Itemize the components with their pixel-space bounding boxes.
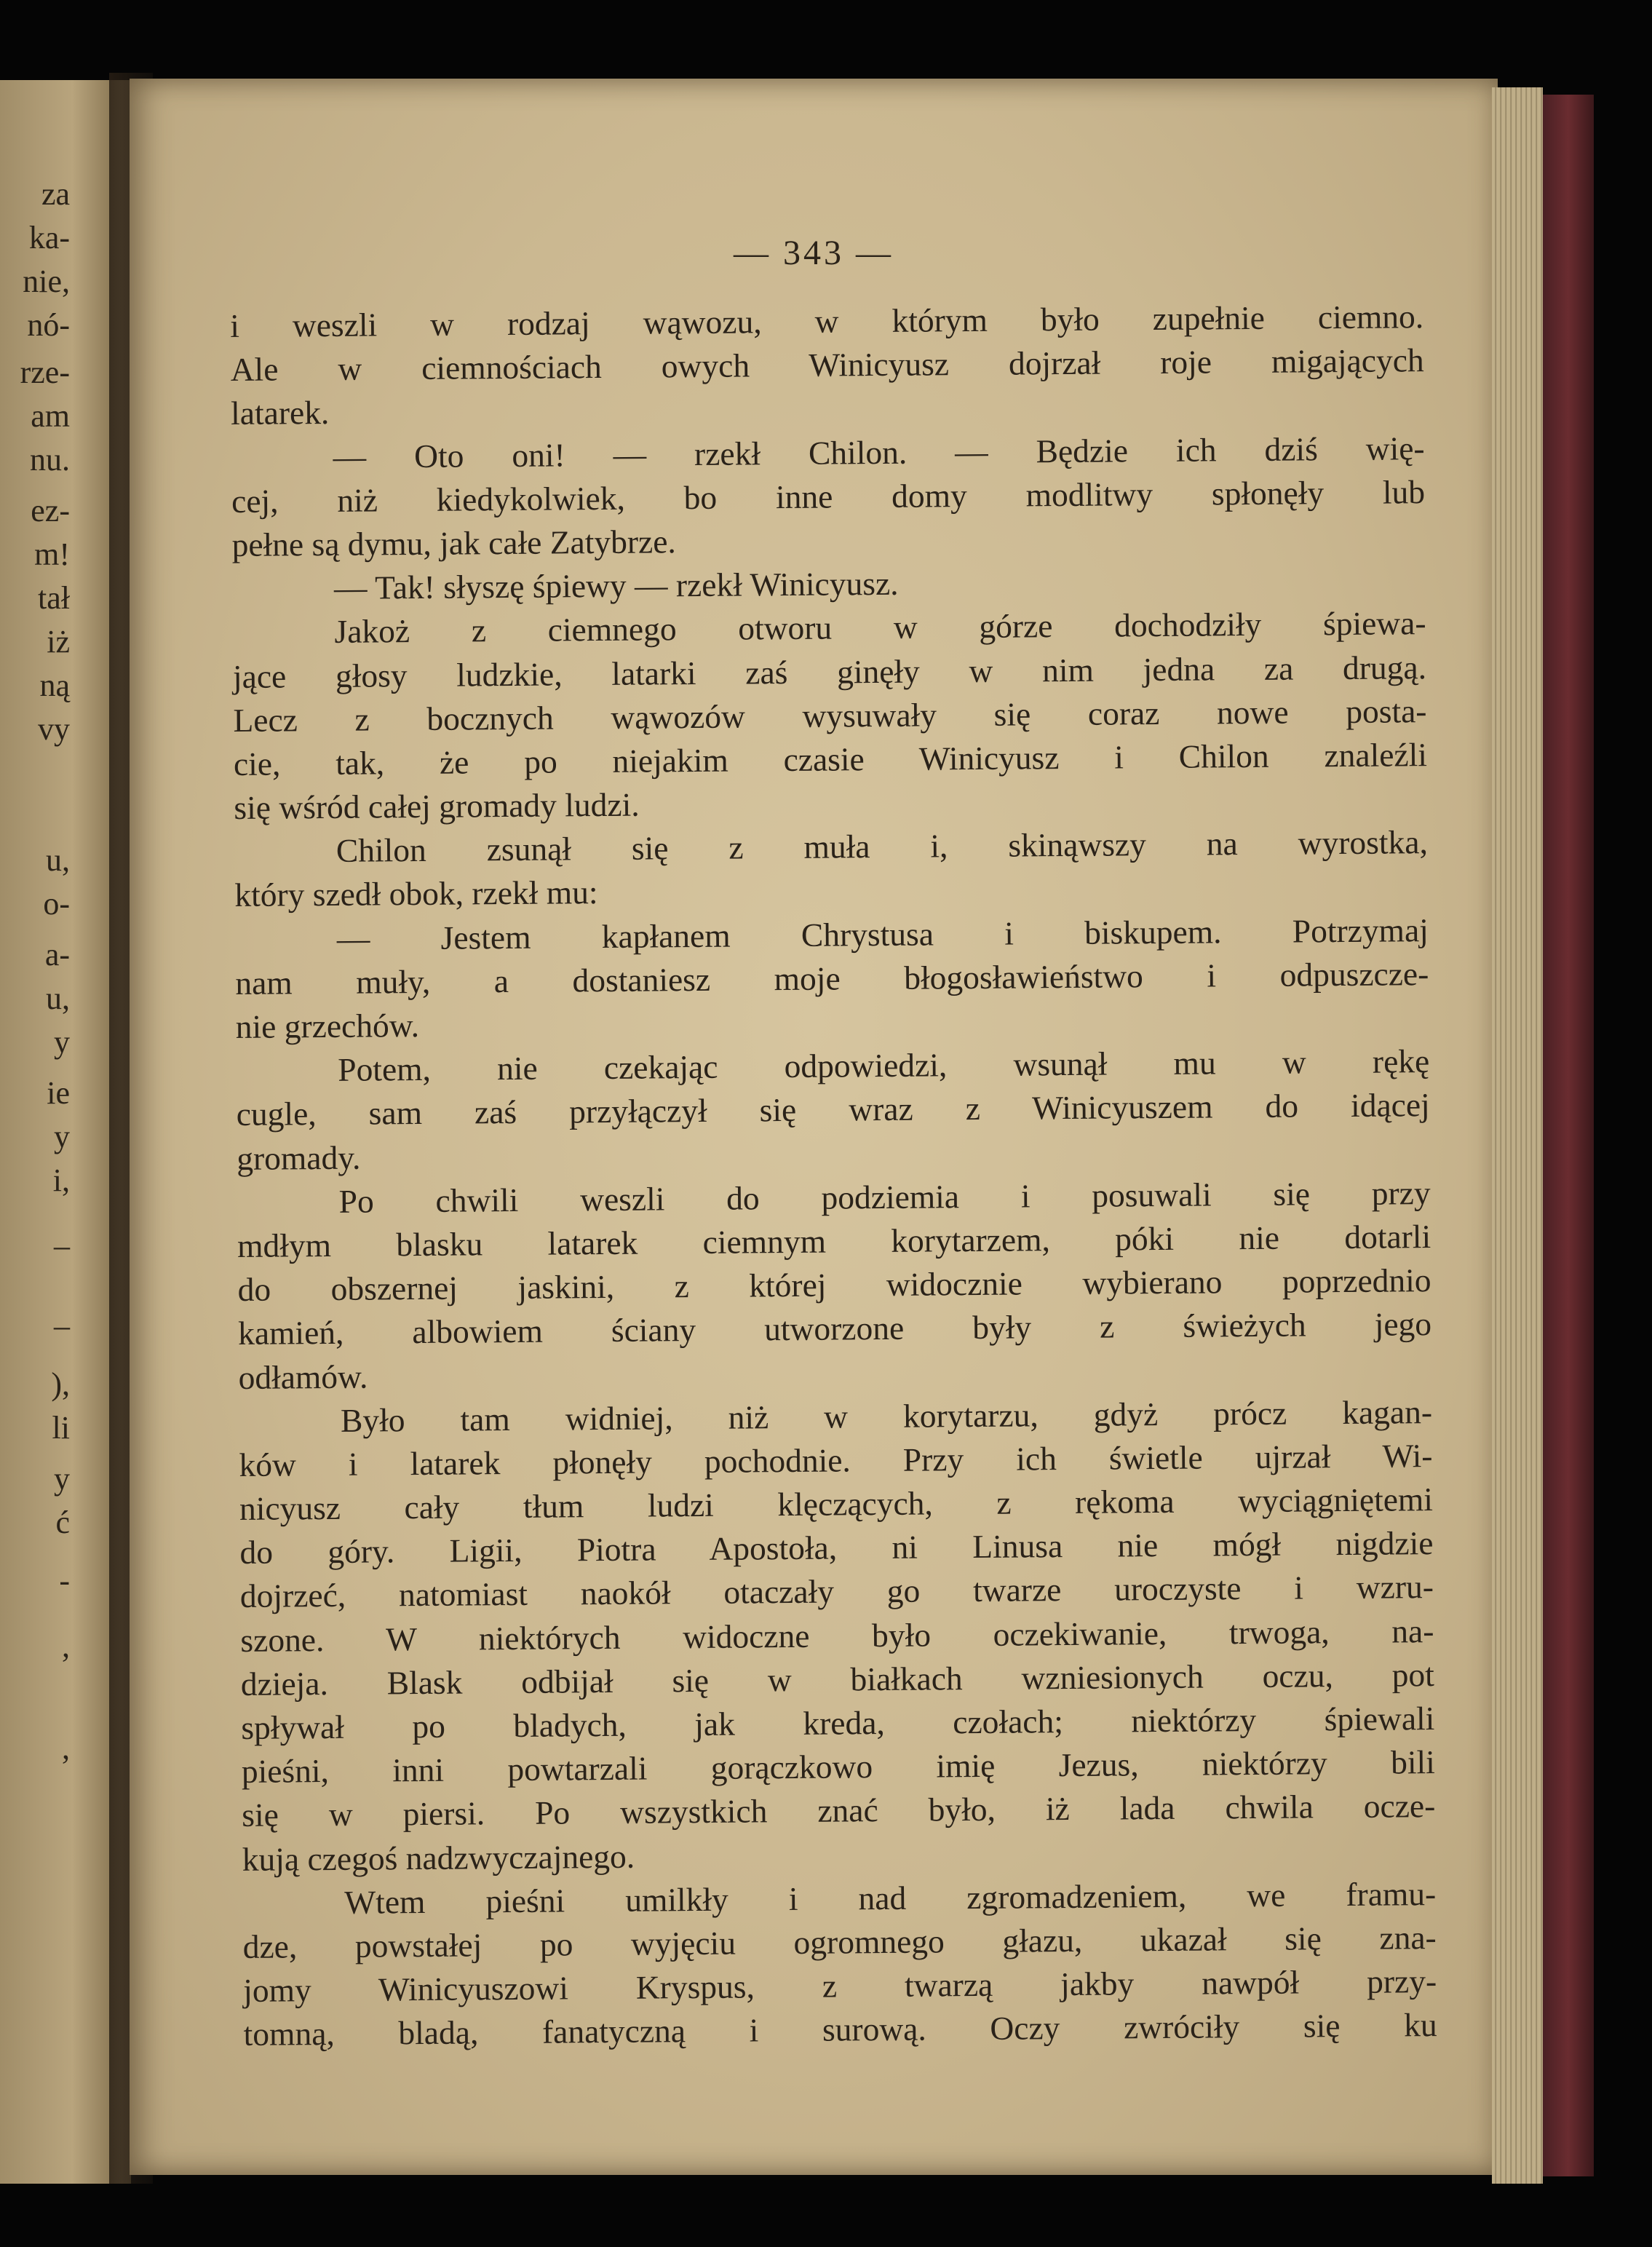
left-page-fragment: nu.	[30, 442, 70, 477]
left-page-fragment: tał	[38, 580, 70, 616]
left-page-fragment: u,	[46, 980, 70, 1016]
text-line: latarek.	[230, 394, 330, 432]
text-line: — Tak! słyszę śpiewy — rzekł Winicyusz.	[333, 564, 899, 607]
text-line: cej, niż kiedykolwiek, bo inne domy modlitwy spłonęły lub	[231, 472, 1426, 520]
page-text-body	[230, 295, 1437, 2056]
text-line: jomy Winicyuszowi Kryspus, z twarzą jakby nawpół przy-	[242, 1962, 1437, 2010]
text-line: kują czegoś nadzwyczajnego.	[242, 1837, 635, 1878]
text-line: gromady.	[237, 1138, 361, 1177]
left-page-fragment: li	[52, 1410, 70, 1446]
text-line: Jakoż z ciemnego otworu w górze dochodziły śpiewa-	[334, 604, 1426, 651]
left-page-fragment: ną	[39, 667, 70, 703]
text-line: Ale w ciemnościach owych Winicyusz dojrzał roje migających	[230, 341, 1424, 389]
text-line: i weszli w rodzaj wąwozu, w którym było zupełnie ciemno.	[230, 298, 1424, 344]
left-page-fragment: rze-	[20, 354, 70, 390]
text-line: Chilon zsunął się z muła i, skinąwszy na wyrostka,	[335, 823, 1429, 870]
text-line: nicyusz cały tłum ludzi klęczących, z rękoma wyciągniętemi	[239, 1481, 1434, 1528]
left-page-fragment: ka-	[28, 220, 70, 255]
text-line: nie grzechów.	[235, 1006, 420, 1045]
left-page-fragment: o-	[43, 886, 70, 922]
left-page-fragment: iż	[47, 624, 70, 659]
left-page-fragment: i,	[52, 1162, 70, 1198]
left-page-fragment: –	[54, 1228, 70, 1264]
text-line: pełne są dymu, jak całe Zatybrze.	[231, 523, 676, 563]
text-line: — Jestem kapłanem Chrystusa i biskupem. Potrzymaj	[336, 911, 1429, 957]
text-line: który szedł obok, rzekł mu:	[234, 873, 598, 914]
text-line: do obszernej jaskini, z której widocznie wybierano poprzednio	[237, 1261, 1431, 1309]
text-line: odłamów.	[238, 1358, 368, 1396]
text-line: ków i latarek płonęły pochodnie. Przy ich świetle ujrzał Wi-	[239, 1436, 1433, 1483]
left-page-fragment: za	[41, 176, 70, 212]
left-page-fragment: y	[54, 1119, 70, 1154]
text-line: Lecz z bocznych wąwozów wysuwały się coraz nowe posta-	[233, 691, 1427, 739]
text-line: się wśród całej gromady ludzi.	[234, 785, 640, 827]
text-line: Potem, nie czekając odpowiedzi, wsunął mu w rękę	[338, 1042, 1430, 1089]
text-line: spływał po bladych, jak kreda, czołach; niektórzy śpiewali	[241, 1700, 1435, 1746]
text-line: szone. W niektórych widoczne było oczekiwanie, trwoga, na-	[240, 1612, 1434, 1659]
left-page-fragment: ez-	[31, 493, 70, 528]
text-line: kamień, albowiem ściany utworzone były z świeżych jego	[237, 1305, 1432, 1352]
left-page-fragment: ,	[62, 1730, 70, 1766]
page-edges	[1492, 87, 1543, 2184]
text-line: mdłym blasku latarek ciemnym korytarzem, póki nie dotarli	[237, 1218, 1431, 1264]
left-page-fragment: ie	[47, 1075, 70, 1111]
text-line: pieśni, inni powtarzali gorączkowo imię Jezus, niektórzy bili	[241, 1743, 1435, 1791]
text-line: tomną, bladą, fanatyczną i surową. Oczy zwróciły się ku	[243, 2006, 1437, 2053]
left-page-fragment: ),	[51, 1366, 70, 1402]
page-number: — 343 —	[734, 234, 894, 272]
left-page-fragment: vy	[38, 711, 70, 747]
text-line: dzieja. Blask odbijał się w białkach wzniesionych oczu, pot	[240, 1655, 1435, 1703]
text-line: cugle, sam zaś przyłączył się wraz z Winicyuszem do idącej	[236, 1086, 1430, 1133]
text-line: dojrzeć, natomiast naokół otaczały go twarze uroczyste i wzru-	[239, 1568, 1434, 1615]
book-page	[130, 79, 1498, 2175]
left-page-fragment: am	[31, 398, 70, 434]
left-page-fragment: ć	[55, 1505, 70, 1540]
text-line: nam muły, a dostaniesz moje błogosławieństwo i odpuszcze-	[235, 954, 1429, 1002]
left-page-fragment: u,	[46, 842, 70, 878]
left-page-fragment: nie,	[23, 263, 70, 299]
left-page-fragment: nó-	[27, 307, 70, 343]
left-page-fragment: m!	[34, 536, 70, 572]
text-line: Wtem pieśni umilkły i nad zgromadzeniem, we framu-	[344, 1874, 1437, 1921]
left-page-fragment: a-	[44, 937, 70, 972]
left-page-fragment: –	[54, 1308, 70, 1344]
text-line: — Oto oni! — rzekł Chilon. — Będzie ich dziś wię-	[333, 429, 1425, 475]
text-line: Było tam widniej, niż w korytarzu, gdyż prócz kagan-	[340, 1392, 1433, 1439]
text-line: dze, powstałej po wyjęciu ogromnego głazu, ukazał się zna-	[242, 1918, 1437, 1965]
text-line: Po chwili weszli do podziemia i posuwali się przy	[338, 1173, 1431, 1220]
left-page-fragment: y	[54, 1461, 70, 1497]
text-line: do góry. Ligii, Piotra Apostoła, ni Linusa nie mógł nigdzie	[239, 1524, 1434, 1572]
text-line: cie, tak, że po niejakim czasie Winicyusz i Chilon znaleźli	[233, 735, 1428, 782]
text-line: jące głosy ludzkie, latarki zaś ginęły w nim jedna za drugą.	[232, 648, 1427, 695]
left-page-fragment: y	[54, 1024, 70, 1060]
text-line: się w piersi. Po wszystkich znać było, iż lada chwila ocze-	[242, 1787, 1436, 1834]
left-page-fragment: -	[59, 1563, 70, 1598]
book-binding	[1543, 95, 1594, 2176]
left-page-fragment: ,	[62, 1628, 70, 1664]
